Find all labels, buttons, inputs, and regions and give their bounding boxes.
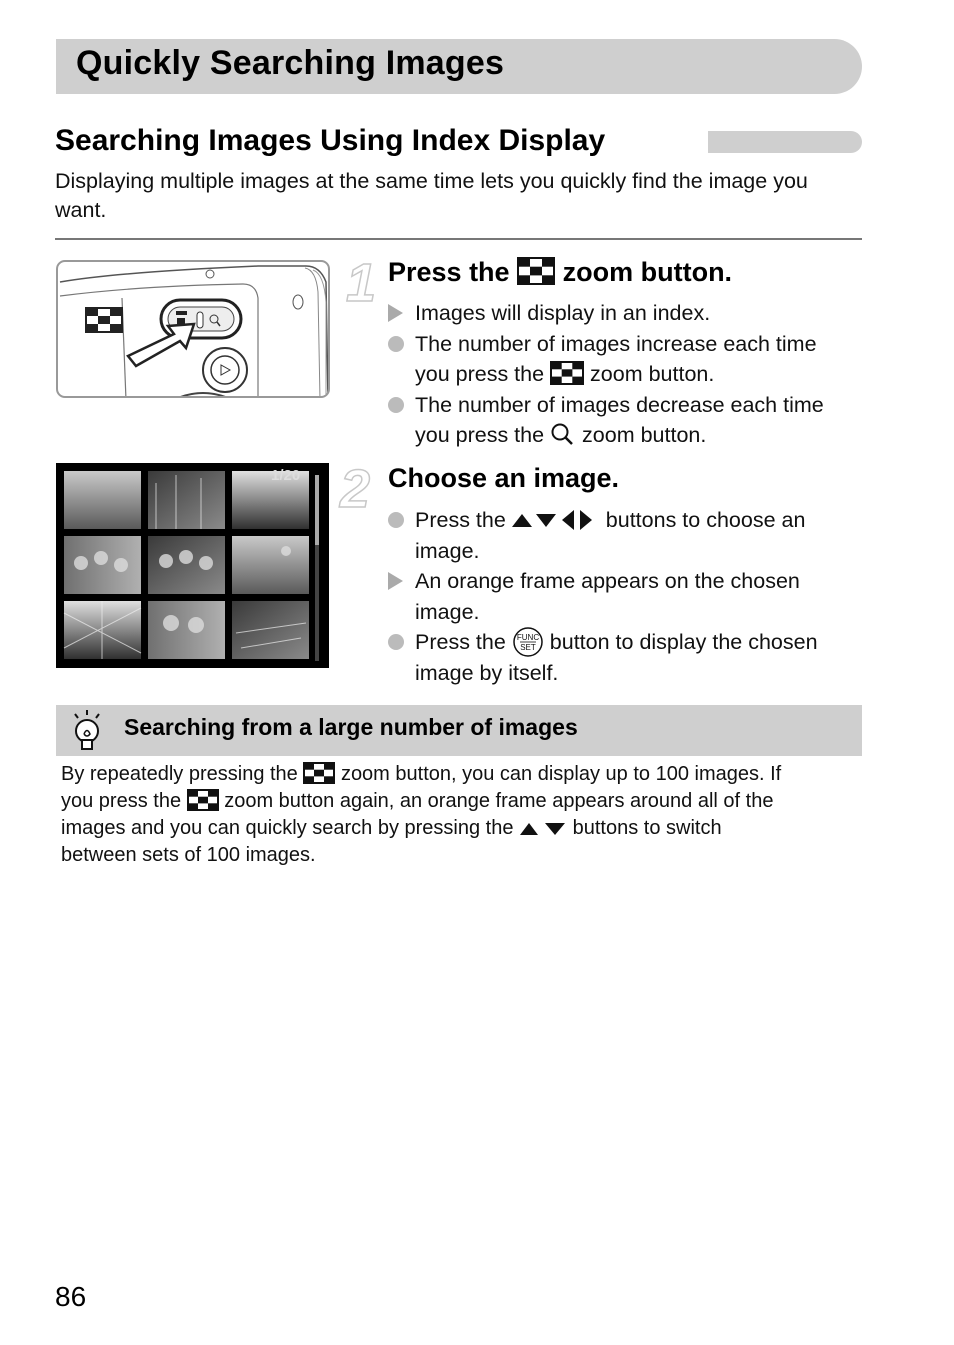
- item-text: image.: [415, 538, 480, 563]
- item-text: button to display the chosen: [549, 630, 818, 654]
- tip-text-part: buttons to switch: [572, 817, 722, 839]
- page-number: 86: [55, 1281, 87, 1312]
- index-grid-drawing: [56, 463, 329, 668]
- index-zoom-icon: [517, 257, 555, 285]
- step-1-title-pre: Press the: [388, 257, 510, 287]
- index-zoom-icon: [550, 361, 584, 385]
- tip-line-3: [61, 815, 861, 842]
- chapter-title-bar: [56, 39, 862, 94]
- item-text: zoom button.: [590, 362, 715, 386]
- tip-text: [61, 761, 861, 869]
- section-intro: Displaying multiple images at the same time lets you quickly find the image you want.: [55, 169, 808, 222]
- up-down-arrows-icon: [519, 820, 567, 838]
- item-line2: [415, 359, 868, 390]
- list-item: [388, 627, 868, 688]
- result-triangle-icon: [388, 572, 403, 590]
- svg-text:FUNC: FUNC: [516, 633, 539, 642]
- result-triangle-icon: [388, 304, 403, 322]
- list-item: [388, 505, 868, 566]
- item-text: An orange frame appears on the chosen: [415, 569, 800, 593]
- item-text: Images will display in an index.: [415, 301, 711, 325]
- tip-text-part: By repeatedly pressing the: [61, 763, 298, 785]
- list-item: [388, 329, 868, 390]
- bullet-dot-icon: [388, 512, 404, 528]
- chapter-title: Quickly Searching Images: [76, 44, 505, 82]
- arrow-buttons-icon: [512, 509, 600, 531]
- item-text: you press the: [415, 362, 545, 386]
- section-title-bar: [708, 131, 862, 153]
- tip-text-part: you press the: [61, 790, 182, 812]
- list-item: [388, 298, 868, 329]
- item-text: Press the: [415, 630, 506, 654]
- func-set-icon: [512, 627, 544, 657]
- image-counter: 1/20: [271, 467, 301, 484]
- bullet-dot-icon: [388, 634, 404, 650]
- bullet-dot-icon: [388, 336, 404, 352]
- camera-illustration: [56, 260, 330, 398]
- lightbulb-tip-icon: [70, 709, 104, 753]
- divider: [55, 238, 862, 240]
- tip-text-part: images and you can quickly search by pressing the: [61, 817, 514, 839]
- item-line1: [415, 505, 868, 536]
- tip-line-4: between sets of 100 images.: [61, 844, 316, 866]
- camera-drawing-icon: [58, 262, 330, 398]
- item-text: The number of images decrease each time: [415, 392, 824, 417]
- step-number-1: 1: [346, 253, 377, 313]
- tip-text-part: zoom button, you can display up to 100 images. If: [340, 763, 782, 785]
- tip-text-part: zoom button again, an orange frame appears around all of the: [224, 790, 774, 812]
- svg-text:SET: SET: [520, 643, 536, 652]
- step-1-list: [388, 298, 868, 451]
- tip-line-1: [61, 761, 861, 788]
- item-text: buttons to choose an: [605, 508, 806, 532]
- item-text: image.: [415, 599, 480, 624]
- index-zoom-icon: [303, 762, 335, 784]
- item-text: image by itself.: [415, 660, 559, 685]
- step-2-title: Choose an image.: [388, 463, 620, 493]
- tip-title: Searching from a large number of images: [124, 714, 578, 740]
- magnify-zoom-icon: [550, 422, 576, 446]
- tip-line-2: [61, 788, 861, 815]
- index-zoom-icon: [187, 789, 219, 811]
- step-1-title-post: zoom button.: [562, 257, 733, 287]
- list-item: [388, 390, 868, 451]
- item-text: zoom button.: [582, 423, 707, 447]
- bullet-dot-icon: [388, 397, 404, 413]
- item-line1: [415, 627, 868, 658]
- section-title: Searching Images Using Index Display: [55, 124, 606, 157]
- item-text: you press the: [415, 423, 545, 447]
- item-text: Press the: [415, 508, 506, 532]
- index-display-illustration: [56, 463, 329, 668]
- item-line2: [415, 420, 868, 451]
- step-2-list: [388, 505, 868, 688]
- item-text: The number of images increase each time: [415, 331, 817, 356]
- list-item: [388, 566, 868, 627]
- step-1-title: [388, 257, 732, 288]
- step-number-2: 2: [340, 459, 371, 519]
